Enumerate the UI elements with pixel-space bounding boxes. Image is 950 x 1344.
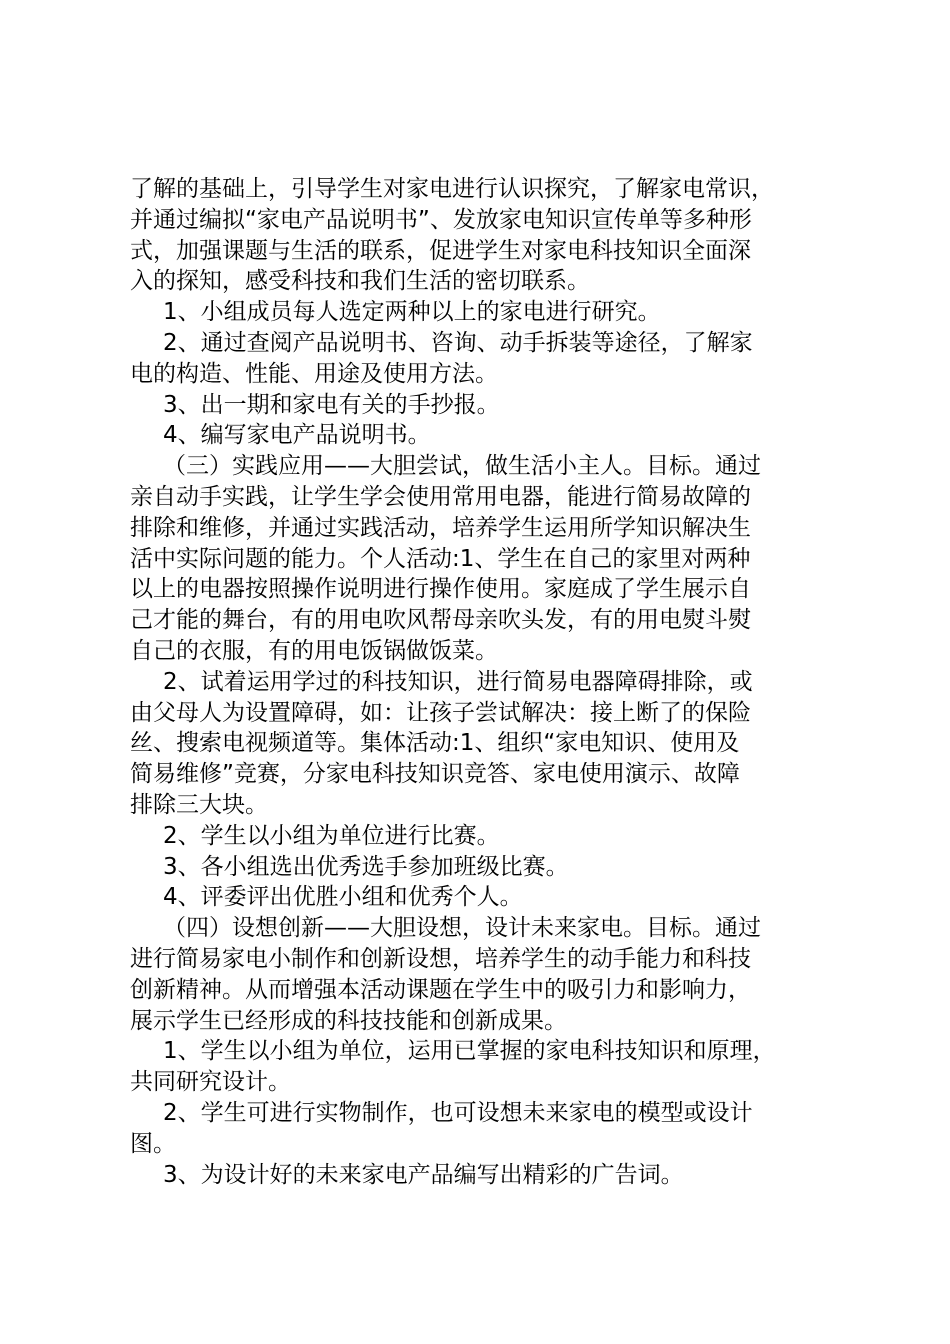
text-line: 展示学生已经形成的科技技能和创新成果。 (130, 1007, 567, 1034)
list-item: 1、小组成员每人选定两种以上的家电进行研究。 (163, 299, 661, 326)
text-line: 共同研究设计。 (130, 1069, 291, 1096)
section-heading: （四）设想创新——大胆设想，设计未来家电。目标。通过 (163, 915, 761, 942)
list-item: 2、通过查阅产品说明书、咨询、动手拆装等途径，了解家 (163, 329, 753, 356)
list-item: 3、各小组选出优秀选手参加班级比赛。 (163, 853, 569, 880)
text-line: 图。 (130, 1130, 176, 1157)
text-line: 入的探知，感受科技和我们生活的密切联系。 (130, 268, 590, 295)
text-line: 排除和维修，并通过实践活动，培养学生运用所学知识解决生 (130, 514, 751, 541)
text-line: 电的构造、性能、用途及使用方法。 (130, 360, 498, 387)
list-item: 4、评委评出优胜小组和优秀个人。 (163, 884, 523, 911)
list-item: 2、试着运用学过的科技知识，进行简易电器障碍排除，或 (163, 668, 753, 695)
list-item: 1、学生以小组为单位，运用已掌握的家电科技知识和原理， (163, 1038, 776, 1065)
text-line: 式，加强课题与生活的联系，促进学生对家电科技知识全面深 (130, 237, 751, 264)
section-heading: （三）实践应用——大胆尝试，做生活小主人。目标。通过 (163, 453, 761, 480)
list-item: 2、学生可进行实物制作，也可设想未来家电的模型或设计 (163, 1099, 753, 1126)
list-item: 3、为设计好的未来家电产品编写出精彩的广告词。 (163, 1161, 684, 1188)
text-line: 了解的基础上，引导学生对家电进行认识探究，了解家电常识， (130, 176, 774, 202)
text-line: 以上的电器按照操作说明进行操作使用。家庭成了学生展示自 (130, 576, 751, 603)
text-line: 亲自动手实践，让学生学会使用常用电器，能进行简易故障的 (130, 483, 751, 510)
text-line: 由父母人为设置障碍，如：让孩子尝试解决：接上断了的保险 (130, 699, 751, 726)
text-line: 自己的衣服，有的用电饭锅做饭菜。 (130, 637, 498, 664)
text-line: 简易维修”竞赛，分家电科技知识竞答、家电使用演示、故障 (130, 761, 740, 788)
text-line: 己才能的舞台，有的用电吹风帮母亲吹头发，有的用电熨斗熨 (130, 607, 751, 634)
text-line: 进行简易家电小制作和创新设想，培养学生的动手能力和科技 (130, 945, 751, 972)
text-line: 并通过编拟“家电产品说明书”、发放家电知识宣传单等多种形 (130, 206, 752, 233)
list-item: 2、学生以小组为单位进行比赛。 (163, 822, 500, 849)
text-line: 排除三大块。 (130, 791, 268, 818)
list-item: 4、编写家电产品说明书。 (163, 422, 431, 449)
text-line: 创新精神。从而增强本活动课题在学生中的吸引力和影响力， (130, 976, 751, 1003)
text-line: 丝、搜索电视频道等。集体活动:1、组织“家电知识、使用及 (130, 730, 740, 757)
list-item: 3、出一期和家电有关的手抄报。 (163, 391, 500, 418)
text-line: 活中实际问题的能力。个人活动:1、学生在自己的家里对两种 (130, 545, 751, 572)
document-body (130, 174, 830, 1190)
